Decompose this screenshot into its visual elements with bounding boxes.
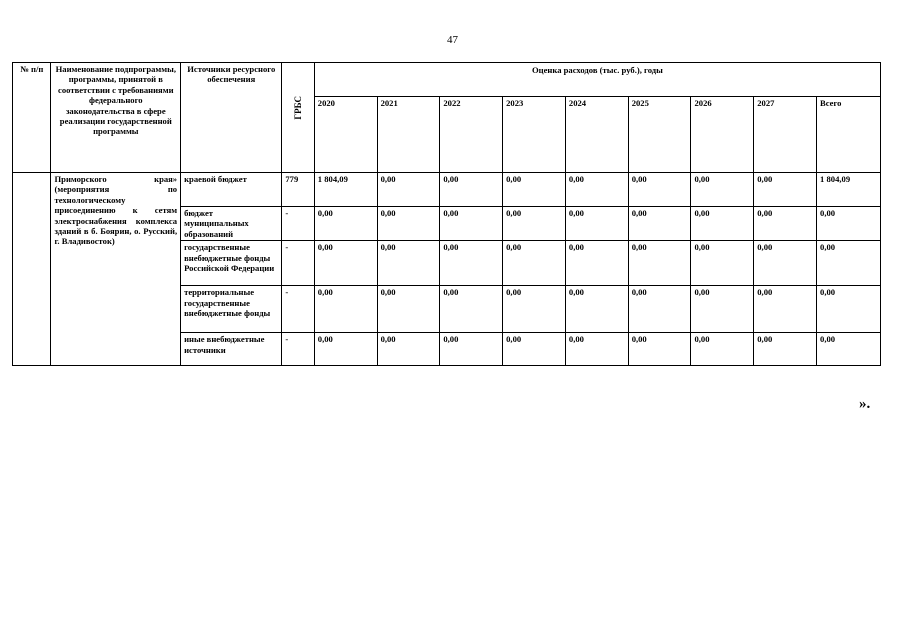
value-cell: 0,00 <box>754 286 817 333</box>
value-cell: 0,00 <box>503 173 566 207</box>
year-header: 2021 <box>377 97 440 173</box>
value-cell: 0,00 <box>691 333 754 366</box>
value-cell: 0,00 <box>503 286 566 333</box>
program-name: Приморского края» (мероприятия по технологическому присоединению к сетям электроснабжения комплекса зданий в б. Боярин, о. Русский, г. Владивосток) <box>51 173 181 366</box>
header-grbs <box>282 63 314 173</box>
header-name: Наименование подпрограммы, программы, принятой в соответствии с требованиями федерального законодательства в сфере реализации государственной программы <box>51 63 181 173</box>
grbs-cell: 779 <box>282 173 314 207</box>
year-header: 2020 <box>314 97 377 173</box>
value-cell: 0,00 <box>314 333 377 366</box>
grbs-cell: - <box>282 207 314 241</box>
value-cell: 0,00 <box>377 173 440 207</box>
source-cell: краевой бюджет <box>181 173 282 207</box>
year-header: Всего <box>817 97 881 173</box>
value-cell: 0,00 <box>377 207 440 241</box>
value-cell: 0,00 <box>503 333 566 366</box>
header-grbs-label: ГРБС <box>292 96 303 120</box>
value-cell: 0,00 <box>754 241 817 286</box>
value-cell: 0,00 <box>565 207 628 241</box>
value-cell: 0,00 <box>628 207 691 241</box>
value-cell: 0,00 <box>817 333 881 366</box>
value-cell: 1 804,09 <box>817 173 881 207</box>
value-cell: 0,00 <box>628 286 691 333</box>
expenses-table <box>12 62 881 366</box>
value-cell: 0,00 <box>440 173 503 207</box>
value-cell: 0,00 <box>565 286 628 333</box>
value-cell: 0,00 <box>754 333 817 366</box>
value-cell: 0,00 <box>817 241 881 286</box>
grbs-cell: - <box>282 286 314 333</box>
year-header: 2026 <box>691 97 754 173</box>
source-cell: государственные внебюджетные фонды Российской Федерации <box>181 241 282 286</box>
value-cell: 0,00 <box>377 286 440 333</box>
row-num-cell <box>13 173 51 366</box>
header-expenses: Оценка расходов (тыс. руб.), годы <box>314 63 880 97</box>
value-cell: 0,00 <box>440 207 503 241</box>
source-cell: территориальные государственные внебюджетные фонды <box>181 286 282 333</box>
source-cell: бюджет муниципальных образований <box>181 207 282 241</box>
value-cell: 0,00 <box>314 286 377 333</box>
year-header: 2022 <box>440 97 503 173</box>
year-header: 2025 <box>628 97 691 173</box>
value-cell: 1 804,09 <box>314 173 377 207</box>
value-cell: 0,00 <box>754 207 817 241</box>
value-cell: 0,00 <box>754 173 817 207</box>
year-header: 2023 <box>503 97 566 173</box>
value-cell: 0,00 <box>691 286 754 333</box>
year-header: 2027 <box>754 97 817 173</box>
value-cell: 0,00 <box>440 333 503 366</box>
value-cell: 0,00 <box>691 173 754 207</box>
value-cell: 0,00 <box>628 173 691 207</box>
value-cell: 0,00 <box>503 207 566 241</box>
header-num: № п/п <box>13 63 51 173</box>
value-cell: 0,00 <box>440 241 503 286</box>
header-source: Источники ресурсного обеспечения <box>181 63 282 173</box>
page-number: 47 <box>447 34 458 46</box>
value-cell: 0,00 <box>817 207 881 241</box>
value-cell: 0,00 <box>628 333 691 366</box>
value-cell: 0,00 <box>565 241 628 286</box>
value-cell: 0,00 <box>503 241 566 286</box>
source-cell: иные внебюджетные источники <box>181 333 282 366</box>
value-cell: 0,00 <box>565 333 628 366</box>
value-cell: 0,00 <box>817 286 881 333</box>
value-cell: 0,00 <box>691 241 754 286</box>
value-cell: 0,00 <box>377 333 440 366</box>
value-cell: 0,00 <box>314 207 377 241</box>
value-cell: 0,00 <box>691 207 754 241</box>
value-cell: 0,00 <box>565 173 628 207</box>
grbs-cell: - <box>282 333 314 366</box>
value-cell: 0,00 <box>314 241 377 286</box>
value-cell: 0,00 <box>628 241 691 286</box>
value-cell: 0,00 <box>440 286 503 333</box>
grbs-cell: - <box>282 241 314 286</box>
year-header: 2024 <box>565 97 628 173</box>
value-cell: 0,00 <box>377 241 440 286</box>
closing-quote: ». <box>859 396 871 412</box>
